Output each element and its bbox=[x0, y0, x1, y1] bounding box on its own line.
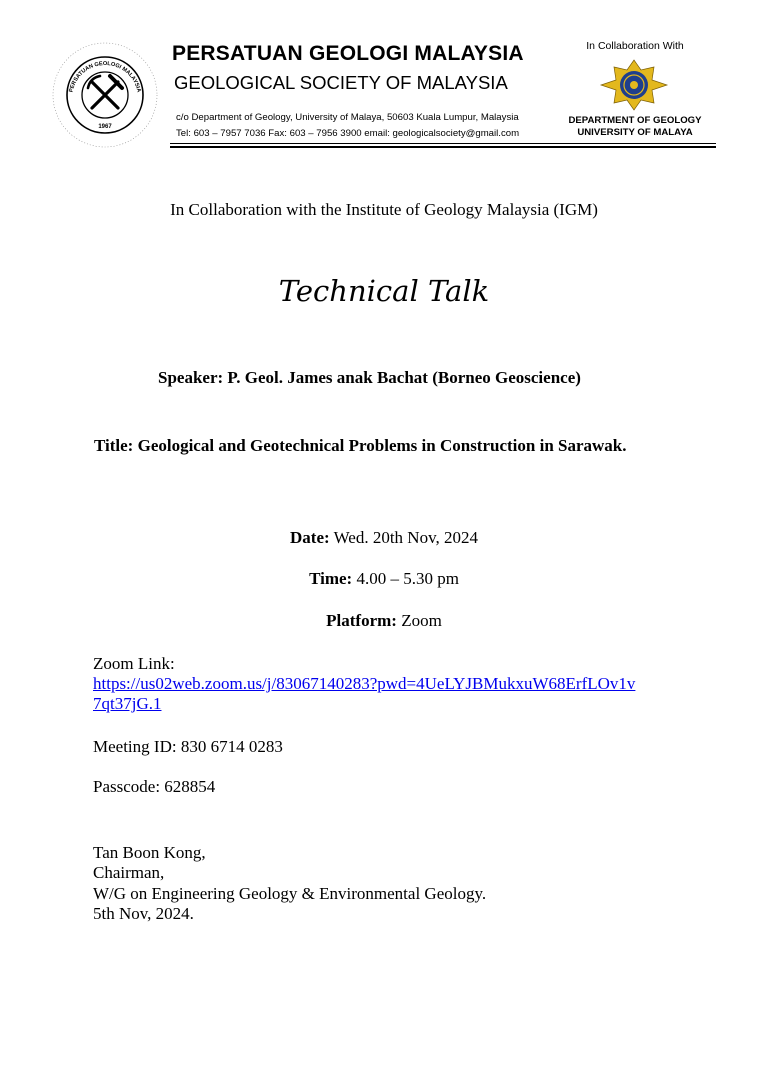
university-crest-icon bbox=[597, 58, 671, 112]
platform-line bbox=[0, 611, 768, 631]
time-value: 4.00 – 5.30 pm bbox=[352, 569, 459, 588]
logo-ring-text: PERSATUAN GEOLOGI MALAYSIA bbox=[68, 60, 142, 93]
department-name: DEPARTMENT OF GEOLOGY bbox=[568, 115, 702, 126]
date-label: Date: bbox=[290, 528, 330, 547]
zoom-link[interactable]: https://us02web.zoom.us/j/83067140283?pwd=4UeLYJBMukxuW68ErfLOv1v bbox=[93, 674, 636, 693]
time-label: Time: bbox=[309, 569, 353, 588]
date-line bbox=[0, 528, 768, 548]
society-name-english: GEOLOGICAL SOCIETY OF MALAYSIA bbox=[174, 72, 508, 93]
collaboration-label: In Collaboration With bbox=[586, 40, 684, 52]
signature-date: 5th Nov, 2024. bbox=[93, 904, 194, 923]
society-logo bbox=[50, 40, 160, 150]
collaboration-line: In Collaboration with the Institute of Geology Malaysia (IGM) bbox=[170, 200, 598, 219]
speaker-line: Speaker: P. Geol. James anak Bachat (Borneo Geoscience) bbox=[158, 368, 581, 387]
date-value: Wed. 20th Nov, 2024 bbox=[329, 528, 478, 547]
passcode: Passcode: 628854 bbox=[93, 777, 216, 796]
time-line bbox=[0, 569, 768, 589]
platform-value: Zoom bbox=[396, 611, 442, 630]
zoom-link-continuation[interactable]: 7qt37jG.1 bbox=[93, 694, 162, 713]
logo-year: 1967 bbox=[98, 124, 112, 130]
letterhead-divider bbox=[170, 146, 716, 148]
talk-title-line: Title: Geological and Geotechnical Problems in Construction in Sarawak. bbox=[94, 436, 627, 455]
zoom-link-label: Zoom Link: bbox=[93, 654, 175, 673]
signatory-name: Tan Boon Kong, bbox=[93, 843, 206, 862]
signatory-role: Chairman, bbox=[93, 863, 165, 882]
signatory-group: W/G on Engineering Geology & Environmental Geology. bbox=[93, 884, 487, 903]
society-address: c/o Department of Geology, University of Malaya, 50603 Kuala Lumpur, Malaysia bbox=[176, 112, 519, 123]
hammer-pick-icon bbox=[88, 76, 122, 108]
letterhead-divider bbox=[170, 143, 716, 144]
university-name: UNIVERSITY OF MALAYA bbox=[577, 127, 693, 138]
page-title: Technical Talk bbox=[278, 274, 490, 308]
meeting-id: Meeting ID: 830 6714 0283 bbox=[93, 737, 283, 756]
society-contact: Tel: 603 – 7957 7036 Fax: 603 – 7956 3900 email: geologicalsociety@gmail.com bbox=[176, 128, 520, 139]
platform-label: Platform: bbox=[326, 611, 397, 630]
society-name-malay: PERSATUAN GEOLOGI MALAYSIA bbox=[172, 42, 524, 65]
